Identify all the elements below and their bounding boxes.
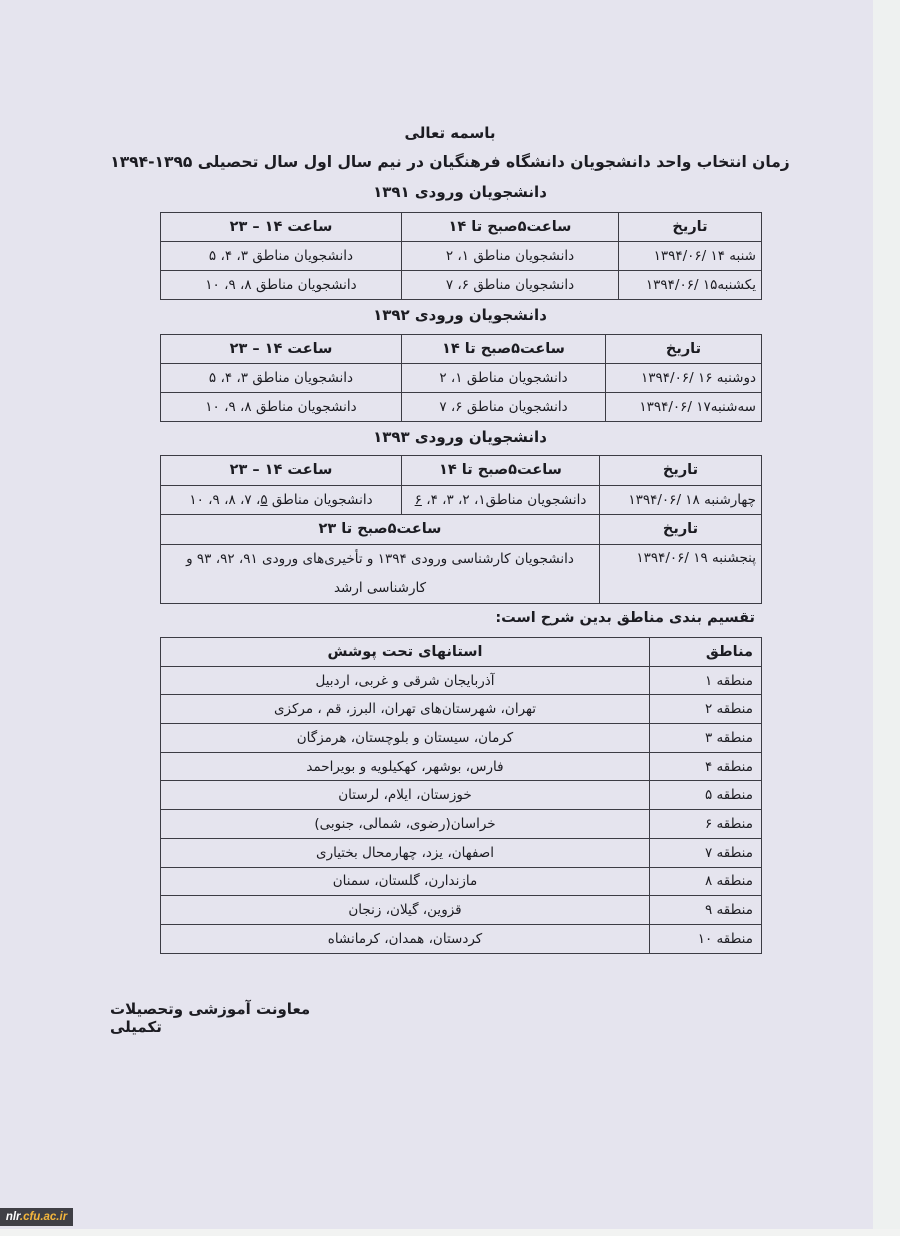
table-row	[161, 896, 762, 925]
cell-region: منطقه ۹	[650, 896, 762, 925]
column-header-date: تاریخ	[600, 515, 762, 545]
column-header-region: مناطق	[650, 638, 762, 667]
table-row	[161, 781, 762, 810]
table-row	[161, 752, 762, 781]
cell-provinces: کرمان، سیستان و بلوچستان، هرمزگان	[161, 724, 650, 753]
cell-date: شنبه ۱۴ /۱۳۹۴/۰۶	[619, 242, 762, 271]
signature-office: معاونت آموزشی وتحصیلات تکمیلی	[110, 1000, 311, 1036]
cell-evening-text: دانشجویان مناطق	[267, 491, 373, 508]
underlined-region-number: ۶	[414, 491, 422, 508]
cell-morning: دانشجویان مناطق ۶، ۷	[402, 393, 606, 422]
column-header-evening: ساعت ۱۴ – ۲۳	[161, 213, 402, 242]
table-row	[161, 666, 762, 695]
table-header-row	[161, 515, 762, 545]
column-header-morning: ساعت۵صبح تا ۱۴	[402, 335, 606, 364]
column-header-morning: ساعت۵صبح تا ۱۴	[402, 213, 619, 242]
cell-region: منطقه ۴	[650, 752, 762, 781]
table-row	[161, 485, 762, 515]
schedule-table-1392	[160, 334, 762, 422]
column-header-evening: ساعت ۱۴ – ۲۳	[161, 456, 402, 486]
cell-region: منطقه ۱۰	[650, 924, 762, 953]
cell-date: پنجشنبه ۱۹ /۱۳۹۴/۰۶	[600, 544, 762, 603]
cell-evening: دانشجویان مناطق ۳، ۴، ۵	[161, 364, 402, 393]
site-watermark	[0, 1208, 73, 1226]
table-row	[161, 364, 762, 393]
cell-region: منطقه ۸	[650, 867, 762, 896]
cell-region: منطقه ۱	[650, 666, 762, 695]
cell-provinces: تهران، شهرستان‌های تهران، البرز، قم ، مرکزی	[161, 695, 650, 724]
regions-table	[160, 637, 762, 954]
table-row	[161, 810, 762, 839]
cell-provinces: خراسان(رضوی، شمالی، جنوبی)	[161, 810, 650, 839]
cell-morning-text: دانشجویان مناطق۱، ۲، ۳، ۴،	[421, 491, 587, 508]
cell-provinces: قزوین، گیلان، زنجان	[161, 896, 650, 925]
column-header-date: تاریخ	[606, 335, 762, 364]
schedule-table-1393	[160, 455, 762, 604]
section-title-1391: دانشجویان ورودی ۱۳۹۱	[373, 183, 547, 201]
regions-intro: تقسیم بندی مناطق بدین شرح است:	[495, 610, 755, 626]
column-header-morning: ساعت۵صبح تا ۱۴	[402, 456, 600, 486]
cell-region: منطقه ۶	[650, 810, 762, 839]
cell-evening: دانشجویان مناطق ۸، ۹، ۱۰	[161, 393, 402, 422]
cell-region: منطقه ۵	[650, 781, 762, 810]
cell-evening	[161, 485, 402, 515]
document-title: زمان انتخاب واحد دانشجویان دانشگاه فرهنگیان در نیم سال اول سال تحصیلی ۱۳۹۵-۱۳۹۴	[110, 153, 790, 171]
cell-morning: دانشجویان مناطق ۶، ۷	[402, 271, 619, 300]
invocation-heading: باسمه تعالی	[404, 124, 496, 142]
column-header-fullday: ساعت۵صبح تا ۲۳	[161, 515, 600, 545]
table-header-row	[161, 638, 762, 667]
cell-provinces: آذربایجان شرقی و غربی، اردبیل	[161, 666, 650, 695]
table-row	[161, 695, 762, 724]
table-row	[161, 393, 762, 422]
table-header-row	[161, 213, 762, 242]
cell-date: یکشنبه۱۵ /۱۳۹۴/۰۶	[619, 271, 762, 300]
watermark-domain: .cfu.ac.ir	[19, 1211, 68, 1223]
table-row	[161, 242, 762, 271]
column-header-date: تاریخ	[619, 213, 762, 242]
cell-date: سه‌شنبه۱۷ /۱۳۹۴/۰۶	[606, 393, 762, 422]
table-row	[161, 838, 762, 867]
cell-morning: دانشجویان مناطق ۱، ۲	[402, 242, 619, 271]
cell-evening: دانشجویان مناطق ۸، ۹، ۱۰	[161, 271, 402, 300]
table-row	[161, 724, 762, 753]
cell-morning: دانشجویان مناطق ۱، ۲	[402, 364, 606, 393]
column-header-date: تاریخ	[600, 456, 762, 486]
cell-evening: دانشجویان مناطق ۳، ۴، ۵	[161, 242, 402, 271]
cell-date: دوشنبه ۱۶ /۱۳۹۴/۰۶	[606, 364, 762, 393]
cell-date: چهارشنبه ۱۸ /۱۳۹۴/۰۶	[600, 485, 762, 515]
cell-region: منطقه ۷	[650, 838, 762, 867]
cell-provinces: کردستان، همدان، کرمانشاه	[161, 924, 650, 953]
section-title-1392: دانشجویان ورودی ۱۳۹۲	[373, 306, 547, 324]
column-header-provinces: استانهای تحت پوشش	[161, 638, 650, 667]
scan-margin-strip	[873, 0, 900, 1236]
cell-provinces: مازندارن، گلستان، سمنان	[161, 867, 650, 896]
cell-evening-text-rest: ، ۷، ۸، ۹، ۱۰	[189, 491, 261, 508]
cell-provinces: فارس، بوشهر، کهکیلویه و بویراحمد	[161, 752, 650, 781]
watermark-prefix: nlr	[5, 1211, 20, 1223]
table-header-row	[161, 335, 762, 364]
table-row	[161, 867, 762, 896]
cell-region: منطقه ۲	[650, 695, 762, 724]
schedule-table-1391	[160, 212, 762, 300]
table-header-row	[161, 456, 762, 486]
underlined-region-number: ۵	[260, 491, 268, 508]
table-row	[161, 271, 762, 300]
cell-provinces: خوزستان، ایلام، لرستان	[161, 781, 650, 810]
cell-region: منطقه ۳	[650, 724, 762, 753]
table-row	[161, 924, 762, 953]
cell-morning	[402, 485, 600, 515]
column-header-evening: ساعت ۱۴ – ۲۳	[161, 335, 402, 364]
section-title-1393: دانشجویان ورودی ۱۳۹۳	[373, 428, 547, 446]
table-row	[161, 544, 762, 603]
cell-provinces: اصفهان، یزد، چهارمحال بختیاری	[161, 838, 650, 867]
cell-fullday: دانشجویان کارشناسی ورودی ۱۳۹۴ و تأخیری‌های ورودی ۹۱، ۹۲، ۹۳ و کارشناسی ارشد	[161, 544, 600, 603]
